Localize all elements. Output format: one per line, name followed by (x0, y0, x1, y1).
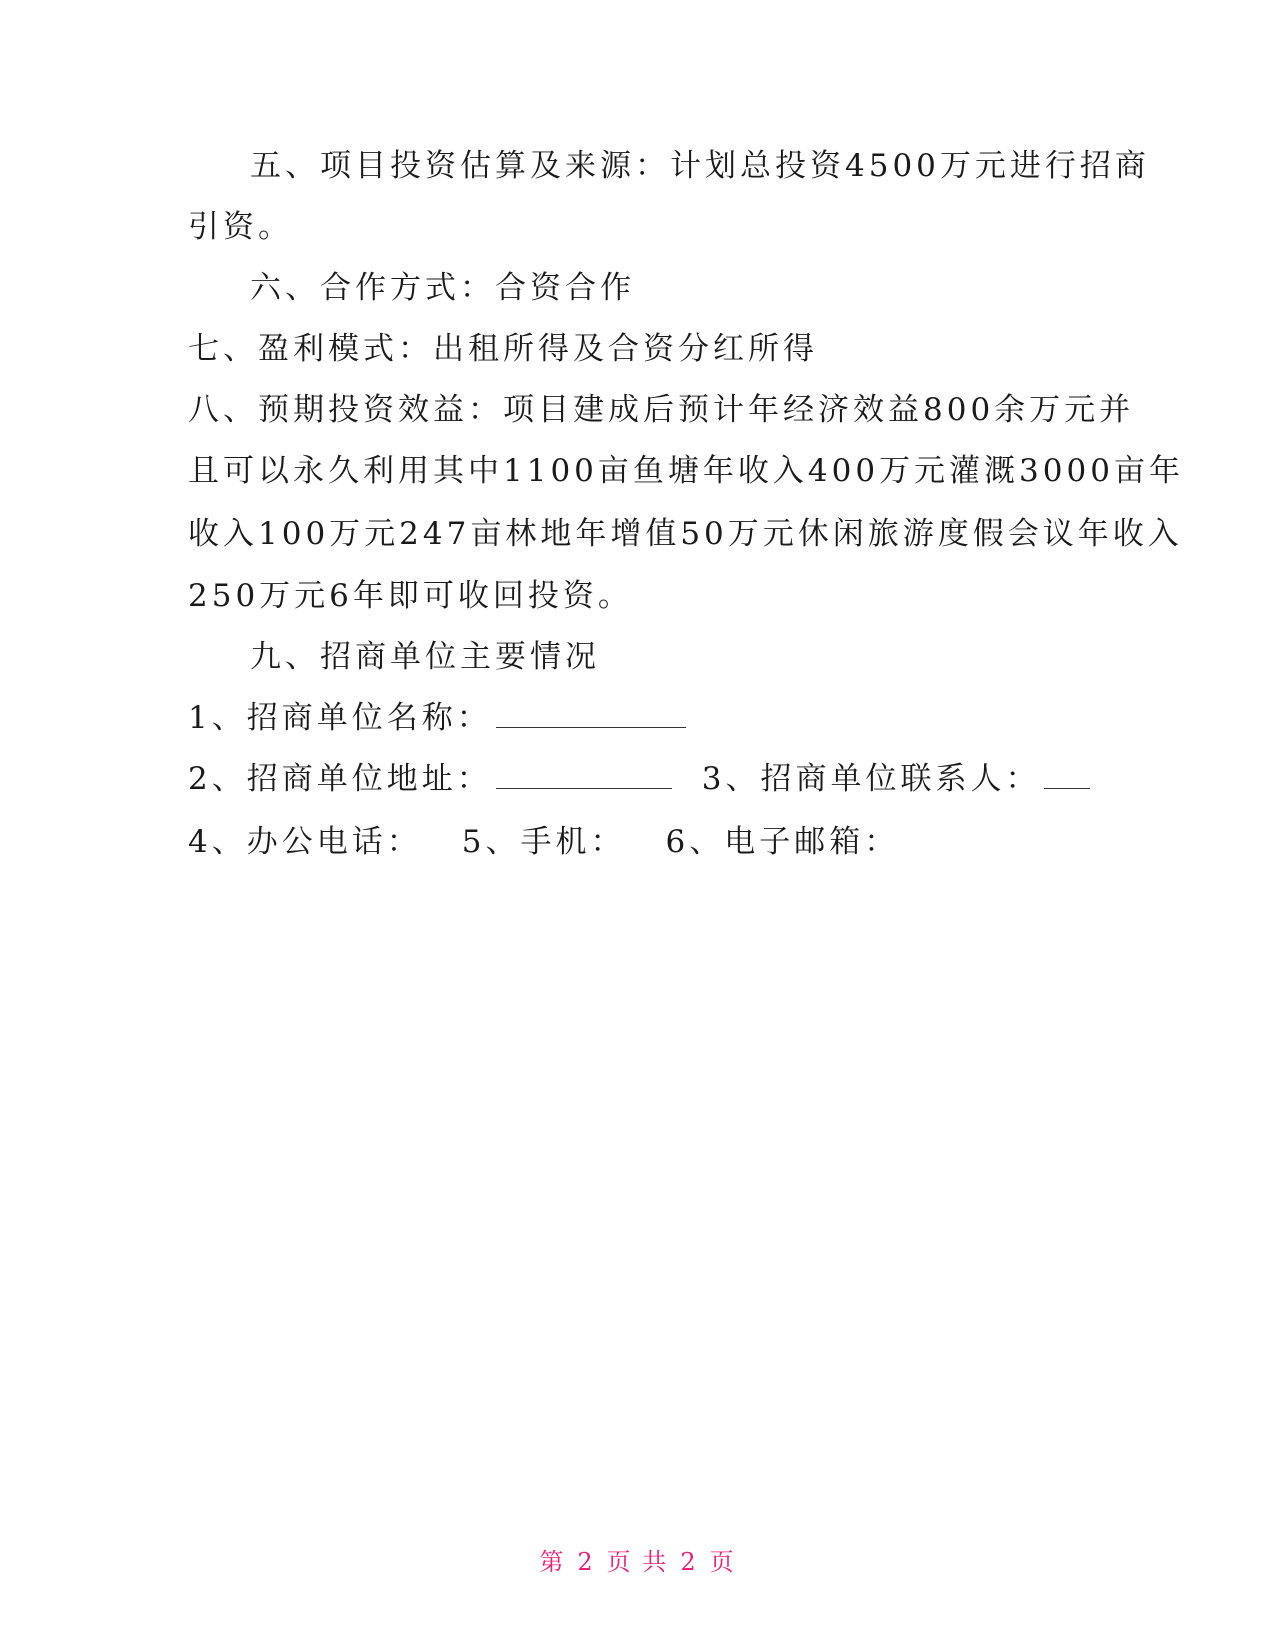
page-footer (0, 1542, 1275, 1577)
company-name-blank (496, 703, 686, 728)
item-4-label: 4、办公电话： (188, 824, 422, 860)
footer-prefix: 第 (539, 1548, 566, 1576)
section-5-line-2: 引资。 (188, 209, 293, 245)
footer-total-pages: 2 (680, 1548, 698, 1576)
item-3-label: 3、招商单位联系人： (701, 761, 1041, 797)
contact-person-blank (1044, 764, 1090, 789)
footer-current-page: 2 (577, 1548, 595, 1576)
item-5-label: 5、手机： (461, 824, 626, 860)
section-6: 六、合作方式：合资合作 (250, 270, 635, 306)
company-address-blank (496, 764, 672, 789)
section-8-line-3: 收入100万元247亩林地年增值50万元休闲旅游度假会议年收入 (188, 516, 1183, 552)
item-2-3-row (188, 759, 1090, 799)
section-8-line-2: 且可以永久利用其中1100亩鱼塘年收入400万元灌溉3000亩年 (188, 453, 1184, 489)
item-1-label: 1、招商单位名称： (188, 700, 492, 736)
section-8-line-4: 250万元6年即可收回投资。 (188, 578, 633, 614)
footer-suffix: 页 (709, 1548, 736, 1576)
section-7: 七、盈利模式：出租所得及合资分红所得 (188, 331, 818, 367)
item-1-row (188, 698, 686, 738)
section-8-line-1: 八、预期投资效益：项目建成后预计年经济效益800余万元并 (188, 392, 1135, 428)
section-9-heading: 九、招商单位主要情况 (250, 639, 600, 675)
footer-mid: 页 共 (606, 1548, 669, 1576)
item-6-label: 6、电子邮箱： (665, 824, 900, 860)
item-4-5-6-row (188, 822, 899, 862)
section-5-line-1: 五、项目投资估算及来源：计划总投资4500万元进行招商 (250, 148, 1150, 184)
item-2-label: 2、招商单位地址： (188, 761, 492, 797)
